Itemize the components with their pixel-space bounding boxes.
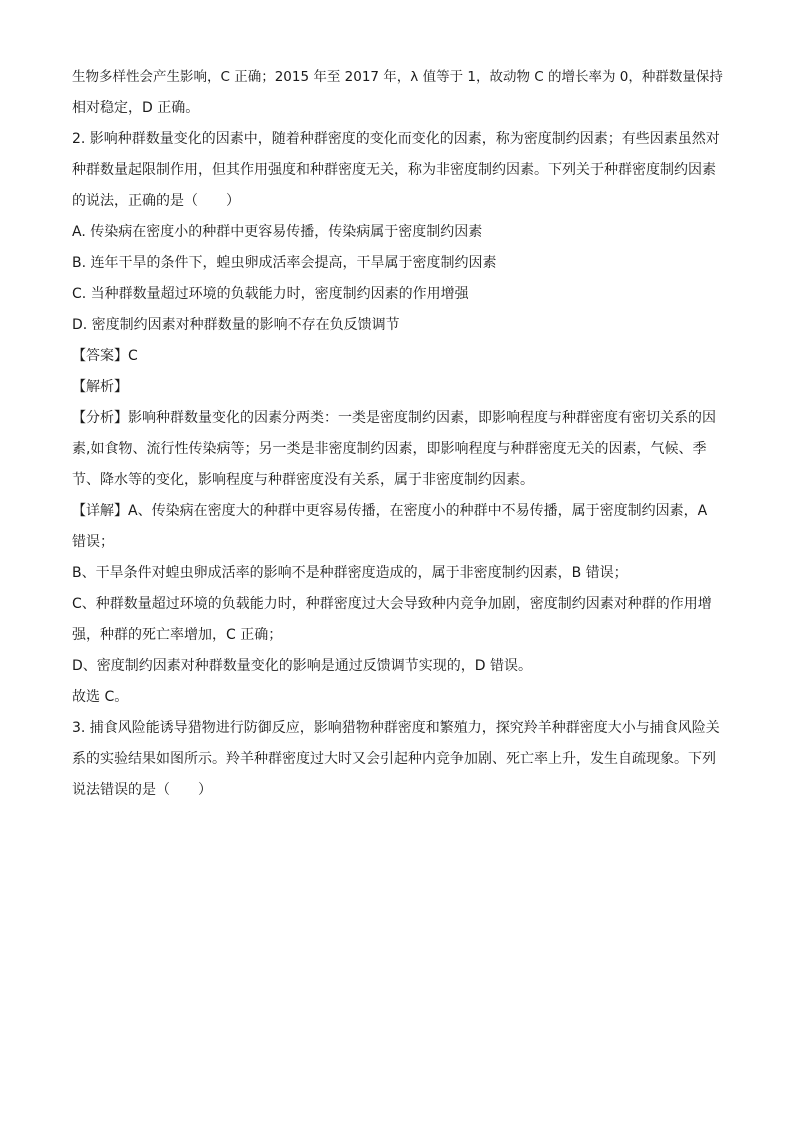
analysis-line-2: 素,如食物、流行性传染病等；另一类是非密度制约因素，即影响程度与种群密度无关的因素，气候、季 xyxy=(72,441,707,457)
option-b: B. 连年干旱的条件下，蝗虫卵成活率会提高，干旱属于密度制约因素 xyxy=(72,255,497,271)
answer-line: 【答案】C xyxy=(72,348,138,364)
detail-line-6: D、密度制约因素对种群数量变化的影响是通过反馈调节实现的，D 错误。 xyxy=(72,658,533,674)
detail-line-1: 【详解】A、传染病在密度大的种群中更容易传播，在密度小的种群中不易传播，属于密度制约因素，A xyxy=(72,503,708,519)
conclusion-line: 故选 C。 xyxy=(72,689,129,705)
detail-line-5: 强，种群的死亡率增加，C 正确； xyxy=(72,627,283,643)
question-2-stem-line-1: 2. 影响种群数量变化的因素中，随着种群密度的变化而变化的因素，称为密度制约因素；有些因素虽然对 xyxy=(72,131,720,147)
analysis-line-1: 【分析】影响种群数量变化的因素分两类：一类是密度制约因素，即影响程度与种群密度有密切关系的因 xyxy=(72,410,716,426)
document-page xyxy=(72,62,724,806)
option-a: A. 传染病在密度小的种群中更容易传播，传染病属于密度制约因素 xyxy=(72,224,483,240)
option-c: C. 当种群数量超过环境的负载能力时，密度制约因素的作用增强 xyxy=(72,286,469,302)
detail-line-4: C、种群数量超过环境的负载能力时，种群密度过大会导致种内竞争加剧，密度制约因素对种群的作用增 xyxy=(72,596,712,612)
question-3-stem-line-1: 3. 捕食风险能诱导猎物进行防御反应，影响猎物种群密度和繁殖力，探究羚羊种群密度大小与捕食风险关 xyxy=(72,720,720,736)
question-3-stem-line-3: 说法错误的是（ ） xyxy=(72,782,212,798)
detail-line-2: 错误； xyxy=(72,534,114,550)
text-line-2: 相对稳定，D 正确。 xyxy=(72,100,200,116)
question-2-stem-line-2: 种群数量起限制作用，但其作用强度和种群密度无关，称为非密度制约因素。下列关于种群密度制约因素 xyxy=(72,162,716,178)
text-line-1: 生物多样性会产生影响，C 正确；2015 年至 2017 年，λ 值等于 1，故动物 C 的增长率为 0，种群数量保持 xyxy=(72,69,723,85)
analysis-line-3: 节、降水等的变化，影响程度与种群密度没有关系，属于非密度制约因素。 xyxy=(72,472,534,488)
detail-line-3: B、干旱条件对蝗虫卵成活率的影响不是种群密度造成的，属于非密度制约因素，B 错误； xyxy=(72,565,628,581)
question-2-stem-line-3: 的说法，正确的是（ ） xyxy=(72,193,240,209)
analysis-heading: 【解析】 xyxy=(72,379,128,395)
question-3-stem-line-2: 系的实验结果如图所示。羚羊种群密度过大时又会引起种内竞争加剧、死亡率上升，发生自疏现象。下列 xyxy=(72,751,716,767)
option-d: D. 密度制约因素对种群数量的影响不存在负反馈调节 xyxy=(72,317,400,333)
